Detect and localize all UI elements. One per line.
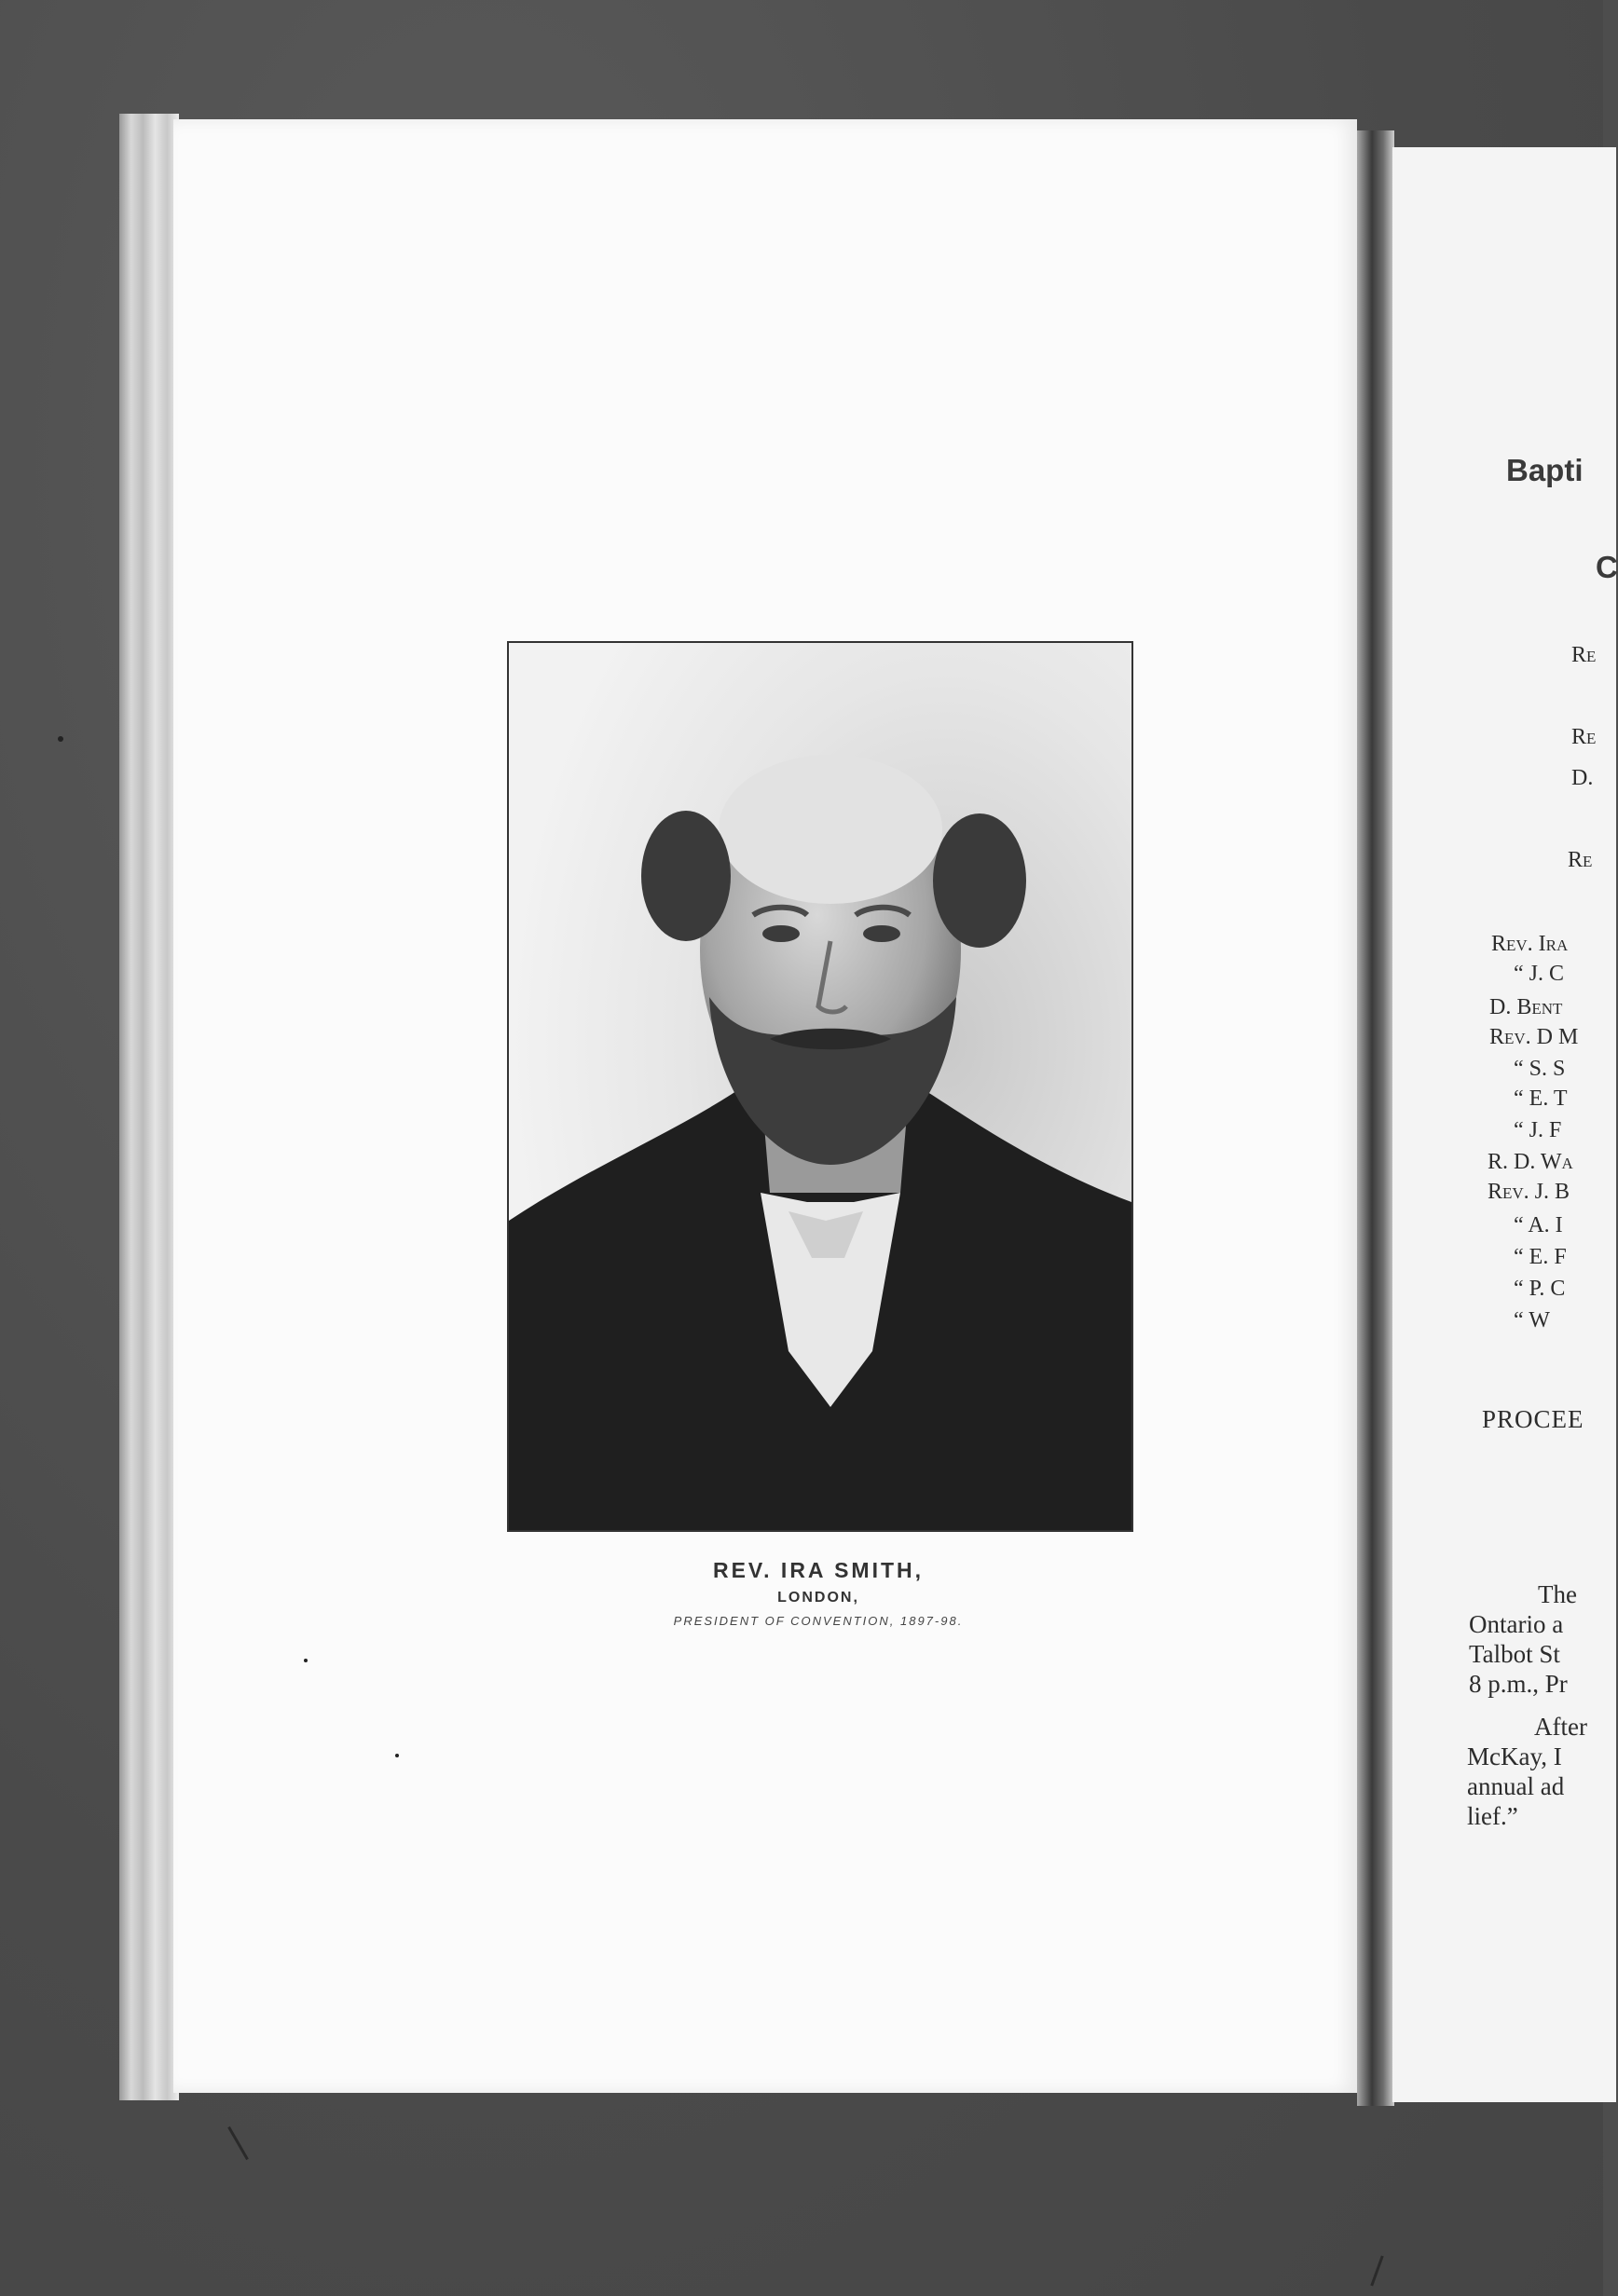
- book-gutter: [1357, 130, 1394, 2106]
- paragraph-line: Talbot St: [1469, 1640, 1560, 1668]
- committee-line: “ J. C: [1514, 962, 1564, 986]
- paragraph-line: McKay, I: [1467, 1742, 1562, 1770]
- portrait-photograph: [507, 641, 1133, 1532]
- right-page-heading: Bapti: [1506, 453, 1584, 487]
- right-page-heading-fragment: C: [1596, 550, 1618, 584]
- committee-line: “ E. F: [1514, 1245, 1567, 1269]
- officer-line: Re: [1568, 848, 1593, 872]
- paragraph-line: annual ad: [1467, 1772, 1565, 1800]
- page-stack-edges: [119, 114, 179, 2100]
- paragraph-line: The: [1538, 1580, 1577, 1608]
- scan-speck: [58, 736, 63, 742]
- proceedings-heading: PROCEE: [1482, 1405, 1584, 1433]
- committee-line: “ E. T: [1514, 1086, 1568, 1111]
- committee-line: Rev. J. B: [1488, 1180, 1570, 1204]
- portrait-image: [509, 643, 1131, 1530]
- paragraph-line: 8 p.m., Pr: [1469, 1670, 1568, 1698]
- portrait-caption-role: PRESIDENT OF CONVENTION, 1897-98.: [673, 1614, 964, 1628]
- scan-speck: [304, 1659, 308, 1662]
- officer-line: Re: [1571, 643, 1597, 667]
- committee-line: “ J. F: [1514, 1118, 1562, 1142]
- committee-line: “ P. C: [1514, 1277, 1566, 1301]
- officer-line: Re: [1571, 725, 1597, 749]
- scan-speck: [395, 1754, 399, 1757]
- committee-line: Rev. D M: [1489, 1025, 1579, 1049]
- officer-line: D.: [1571, 766, 1594, 790]
- committee-line: Rev. Ira: [1491, 932, 1569, 956]
- paragraph-line: lief.”: [1467, 1802, 1518, 1830]
- paragraph-line: After: [1534, 1713, 1587, 1741]
- portrait-caption-city: LONDON,: [777, 1590, 859, 1606]
- committee-line: “ S. S: [1514, 1057, 1566, 1081]
- portrait-caption-name: REV. IRA SMITH,: [712, 1558, 925, 1582]
- committee-line: R. D. Wa: [1488, 1150, 1573, 1174]
- committee-line: D. Bent: [1489, 995, 1563, 1019]
- committee-line: “ W: [1514, 1308, 1550, 1332]
- committee-line: “ A. I: [1514, 1213, 1563, 1237]
- paragraph-line: Ontario a: [1469, 1610, 1564, 1638]
